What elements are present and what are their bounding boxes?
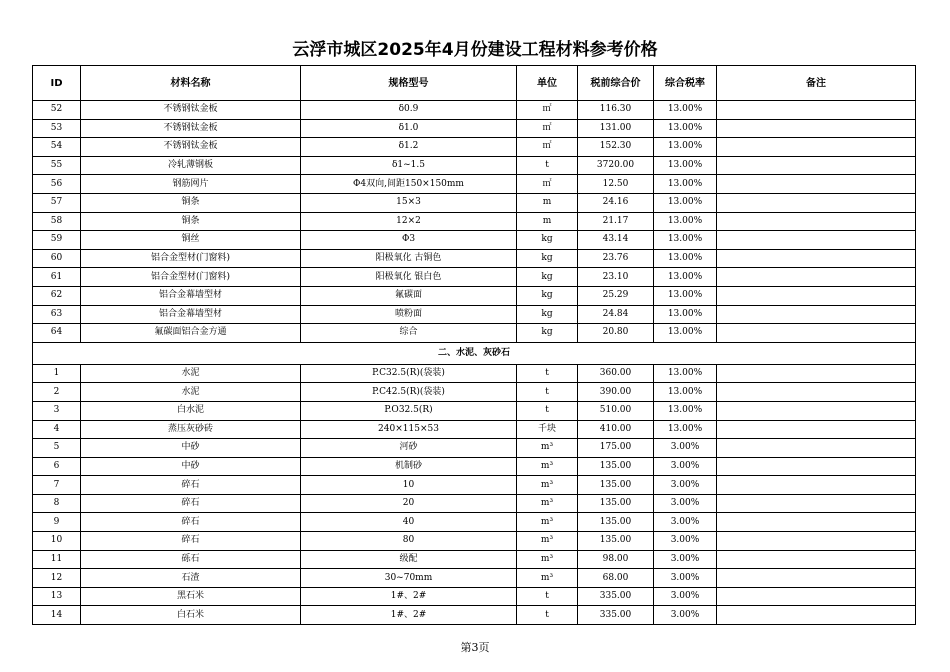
cell-unit: t (517, 364, 578, 383)
cell-note (717, 439, 916, 458)
cell-unit: m³ (517, 569, 578, 588)
cell-spec: P.C42.5(R)(袋装) (301, 383, 517, 402)
cell-id: 10 (33, 532, 81, 551)
cell-spec: 12×2 (301, 212, 517, 231)
cell-unit: ㎡ (517, 101, 578, 120)
table-row (33, 420, 916, 439)
cell-tax: 3.00% (654, 494, 717, 513)
table-section (33, 342, 916, 364)
cell-unit: m (517, 193, 578, 212)
cell-note (717, 156, 916, 175)
table-row (33, 532, 916, 551)
cell-spec: 1#、2# (301, 606, 517, 625)
cell-spec: 阳极氧化 古铜色 (301, 249, 517, 268)
table-row (33, 138, 916, 157)
cell-tax: 3.00% (654, 513, 717, 532)
table-row (33, 494, 916, 513)
cell-spec: 阳极氧化 银白色 (301, 268, 517, 287)
cell-note (717, 101, 916, 120)
cell-tax: 13.00% (654, 383, 717, 402)
cell-note (717, 383, 916, 402)
cell-note (717, 364, 916, 383)
table-row (33, 193, 916, 212)
cell-id: 63 (33, 305, 81, 324)
cell-price: 410.00 (578, 420, 654, 439)
cell-id: 55 (33, 156, 81, 175)
cell-name: 黑石米 (81, 587, 301, 606)
cell-spec: 级配 (301, 550, 517, 569)
col-header-spec: 规格型号 (301, 66, 517, 101)
cell-spec: Φ4双向,间距150×150mm (301, 175, 517, 194)
table-row (33, 305, 916, 324)
table-body-metal (33, 101, 916, 343)
cell-note (717, 212, 916, 231)
cell-id: 56 (33, 175, 81, 194)
cell-name: 碎石 (81, 494, 301, 513)
cell-note (717, 494, 916, 513)
cell-tax: 13.00% (654, 212, 717, 231)
cell-id: 13 (33, 587, 81, 606)
table-row (33, 101, 916, 120)
cell-name: 冷轧薄钢板 (81, 156, 301, 175)
cell-price: 24.84 (578, 305, 654, 324)
cell-price: 12.50 (578, 175, 654, 194)
cell-spec: 30~70mm (301, 569, 517, 588)
cell-note (717, 138, 916, 157)
cell-price: 135.00 (578, 513, 654, 532)
cell-note (717, 606, 916, 625)
table-row (33, 175, 916, 194)
cell-name: 蒸压灰砂砖 (81, 420, 301, 439)
cell-spec: 氟碳面 (301, 286, 517, 305)
cell-note (717, 420, 916, 439)
cell-price: 25.29 (578, 286, 654, 305)
cell-id: 57 (33, 193, 81, 212)
cell-id: 12 (33, 569, 81, 588)
cell-tax: 3.00% (654, 457, 717, 476)
col-header-price: 税前综合价 (578, 66, 654, 101)
cell-tax: 13.00% (654, 324, 717, 343)
cell-id: 53 (33, 119, 81, 138)
cell-price: 43.14 (578, 231, 654, 250)
cell-unit: t (517, 401, 578, 420)
cell-unit: kg (517, 305, 578, 324)
table-row (33, 550, 916, 569)
cell-tax: 13.00% (654, 119, 717, 138)
cell-name: 铝合金型材(门窗料) (81, 249, 301, 268)
table-row (33, 401, 916, 420)
cell-tax: 13.00% (654, 101, 717, 120)
cell-spec: 1#、2# (301, 587, 517, 606)
cell-tax: 3.00% (654, 476, 717, 495)
table-row (33, 324, 916, 343)
cell-price: 135.00 (578, 532, 654, 551)
cell-id: 3 (33, 401, 81, 420)
cell-spec: 10 (301, 476, 517, 495)
table-body-cement (33, 364, 916, 624)
cell-id: 1 (33, 364, 81, 383)
cell-price: 20.80 (578, 324, 654, 343)
page-number: 第3页 (460, 641, 490, 654)
table-header-row (33, 66, 916, 101)
table-row (33, 569, 916, 588)
cell-id: 61 (33, 268, 81, 287)
cell-price: 135.00 (578, 457, 654, 476)
table-row (33, 587, 916, 606)
cell-id: 7 (33, 476, 81, 495)
cell-price: 23.76 (578, 249, 654, 268)
cell-note (717, 324, 916, 343)
cell-id: 11 (33, 550, 81, 569)
table-row (33, 231, 916, 250)
cell-tax: 13.00% (654, 156, 717, 175)
cell-price: 335.00 (578, 587, 654, 606)
cell-id: 4 (33, 420, 81, 439)
cell-unit: kg (517, 249, 578, 268)
cell-price: 135.00 (578, 476, 654, 495)
cell-name: 水泥 (81, 383, 301, 402)
cell-name: 铜条 (81, 212, 301, 231)
col-header-tax: 综合税率 (654, 66, 717, 101)
cell-note (717, 231, 916, 250)
cell-note (717, 193, 916, 212)
cell-note (717, 268, 916, 287)
cell-unit: 千块 (517, 420, 578, 439)
cell-price: 135.00 (578, 494, 654, 513)
cell-name: 铝合金型材(门窗料) (81, 268, 301, 287)
cell-unit: m³ (517, 532, 578, 551)
table-row (33, 476, 916, 495)
table-row (33, 439, 916, 458)
cell-unit: kg (517, 231, 578, 250)
cell-id: 59 (33, 231, 81, 250)
cell-note (717, 457, 916, 476)
cell-price: 24.16 (578, 193, 654, 212)
cell-tax: 3.00% (654, 606, 717, 625)
cell-unit: m³ (517, 457, 578, 476)
table-row (33, 249, 916, 268)
cell-unit: t (517, 606, 578, 625)
cell-spec: 20 (301, 494, 517, 513)
cell-id: 58 (33, 212, 81, 231)
cell-spec: 15×3 (301, 193, 517, 212)
cell-name: 水泥 (81, 364, 301, 383)
cell-name: 氟碳面铝合金方通 (81, 324, 301, 343)
cell-price: 68.00 (578, 569, 654, 588)
cell-tax: 13.00% (654, 231, 717, 250)
price-table (32, 65, 916, 625)
cell-name: 钢筋网片 (81, 175, 301, 194)
table-row (33, 513, 916, 532)
cell-price: 98.00 (578, 550, 654, 569)
cell-note (717, 175, 916, 194)
cell-spec: 40 (301, 513, 517, 532)
cell-tax: 3.00% (654, 550, 717, 569)
cell-spec: δ0.9 (301, 101, 517, 120)
cell-name: 不锈钢钛金板 (81, 119, 301, 138)
cell-id: 60 (33, 249, 81, 268)
cell-tax: 13.00% (654, 138, 717, 157)
cell-tax: 13.00% (654, 305, 717, 324)
cell-id: 14 (33, 606, 81, 625)
cell-name: 石渣 (81, 569, 301, 588)
cell-price: 510.00 (578, 401, 654, 420)
cell-name: 铜条 (81, 193, 301, 212)
cell-name: 不锈钢钛金板 (81, 101, 301, 120)
col-header-note: 备注 (717, 66, 916, 101)
cell-name: 铜丝 (81, 231, 301, 250)
section-title: 二、水泥、灰砂石 (33, 342, 916, 364)
cell-note (717, 532, 916, 551)
cell-unit: ㎡ (517, 119, 578, 138)
cell-unit: t (517, 383, 578, 402)
cell-price: 116.30 (578, 101, 654, 120)
cell-id: 54 (33, 138, 81, 157)
cell-unit: m³ (517, 513, 578, 532)
cell-spec: 80 (301, 532, 517, 551)
cell-unit: t (517, 156, 578, 175)
cell-name: 铝合金幕墙型材 (81, 286, 301, 305)
cell-name: 砾石 (81, 550, 301, 569)
cell-price: 21.17 (578, 212, 654, 231)
cell-name: 铝合金幕墙型材 (81, 305, 301, 324)
cell-note (717, 587, 916, 606)
cell-unit: m³ (517, 494, 578, 513)
table-row (33, 156, 916, 175)
page-title: 云浮市城区2025年4月份建设工程材料参考价格 (292, 40, 658, 60)
cell-price: 152.30 (578, 138, 654, 157)
col-header-name: 材料名称 (81, 66, 301, 101)
cell-tax: 3.00% (654, 532, 717, 551)
col-header-id: ID (33, 66, 81, 101)
cell-name: 白石米 (81, 606, 301, 625)
cell-note (717, 550, 916, 569)
cell-note (717, 249, 916, 268)
table-row (33, 212, 916, 231)
cell-unit: m³ (517, 550, 578, 569)
cell-tax: 13.00% (654, 420, 717, 439)
cell-id: 2 (33, 383, 81, 402)
cell-note (717, 401, 916, 420)
cell-note (717, 119, 916, 138)
cell-tax: 3.00% (654, 569, 717, 588)
cell-tax: 13.00% (654, 193, 717, 212)
cell-spec: 机制砂 (301, 457, 517, 476)
cell-price: 360.00 (578, 364, 654, 383)
table-row (33, 119, 916, 138)
cell-tax: 13.00% (654, 401, 717, 420)
section-row (33, 342, 916, 364)
table-row (33, 606, 916, 625)
cell-tax: 13.00% (654, 175, 717, 194)
cell-unit: ㎡ (517, 175, 578, 194)
cell-spec: δ1.0 (301, 119, 517, 138)
cell-unit: m (517, 212, 578, 231)
cell-id: 64 (33, 324, 81, 343)
cell-unit: kg (517, 324, 578, 343)
cell-spec: P.O32.5(R) (301, 401, 517, 420)
cell-name: 碎石 (81, 513, 301, 532)
cell-unit: ㎡ (517, 138, 578, 157)
table-row (33, 457, 916, 476)
cell-spec: 240×115×53 (301, 420, 517, 439)
cell-tax: 13.00% (654, 249, 717, 268)
cell-name: 不锈钢钛金板 (81, 138, 301, 157)
cell-tax: 13.00% (654, 268, 717, 287)
cell-price: 335.00 (578, 606, 654, 625)
cell-note (717, 286, 916, 305)
cell-unit: t (517, 587, 578, 606)
cell-tax: 3.00% (654, 587, 717, 606)
col-header-unit: 单位 (517, 66, 578, 101)
cell-tax: 13.00% (654, 364, 717, 383)
cell-spec: δ1~1.5 (301, 156, 517, 175)
cell-unit: kg (517, 268, 578, 287)
cell-id: 6 (33, 457, 81, 476)
cell-price: 3720.00 (578, 156, 654, 175)
cell-tax: 3.00% (654, 439, 717, 458)
cell-unit: kg (517, 286, 578, 305)
cell-spec: 河砂 (301, 439, 517, 458)
cell-id: 52 (33, 101, 81, 120)
cell-note (717, 569, 916, 588)
cell-unit: m³ (517, 476, 578, 495)
cell-id: 5 (33, 439, 81, 458)
cell-price: 23.10 (578, 268, 654, 287)
cell-note (717, 305, 916, 324)
cell-unit: m³ (517, 439, 578, 458)
cell-name: 白水泥 (81, 401, 301, 420)
cell-spec: Φ3 (301, 231, 517, 250)
cell-price: 390.00 (578, 383, 654, 402)
cell-spec: P.C32.5(R)(袋装) (301, 364, 517, 383)
cell-name: 中砂 (81, 457, 301, 476)
cell-price: 175.00 (578, 439, 654, 458)
table-row (33, 268, 916, 287)
table-row (33, 286, 916, 305)
cell-spec: 喷粉面 (301, 305, 517, 324)
cell-note (717, 513, 916, 532)
cell-id: 9 (33, 513, 81, 532)
cell-price: 131.00 (578, 119, 654, 138)
cell-name: 碎石 (81, 476, 301, 495)
cell-id: 8 (33, 494, 81, 513)
cell-spec: 综合 (301, 324, 517, 343)
table-row (33, 364, 916, 383)
cell-spec: δ1.2 (301, 138, 517, 157)
table-row (33, 383, 916, 402)
cell-id: 62 (33, 286, 81, 305)
cell-note (717, 476, 916, 495)
cell-tax: 13.00% (654, 286, 717, 305)
cell-name: 碎石 (81, 532, 301, 551)
cell-name: 中砂 (81, 439, 301, 458)
